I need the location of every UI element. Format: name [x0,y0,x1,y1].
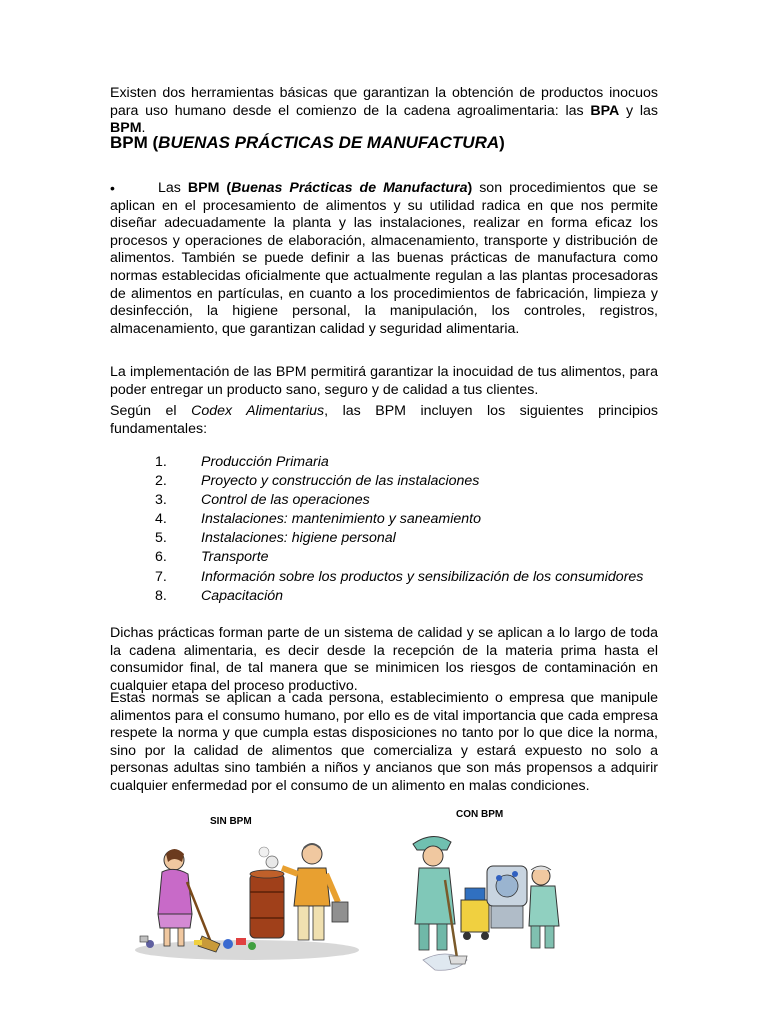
section-heading: BPM (BUENAS PRÁCTICAS DE MANUFACTURA) [110,133,505,152]
implementation-paragraph: La implementación de las BPM permitirá garantizar la inocuidad de tus alimentos, para poder entregar un producto sano, seguro y de calidad a tus clientes. [110,364,658,398]
intro-paragraph: Existen dos herramientas básicas que garantizan la obtención de productos inocuos para uso humano desde el comienzo de la cadena agroalimentaria: las BPA y las BPM. [110,85,658,137]
bullet-icon: • [110,180,115,196]
bullet-text: Las BPM (Buenas Prácticas de Manufactura) son procedimientos que se aplican en el procesamiento de alimentos y su utilidad radica en que nos permite diseñar adecuadamente la planta y las instalaciones, realizar en forma eficaz los procesos y operaciones de elaboración, almacenamiento, transporte y distribución de alimentos. También se puede definir a las buenas prácticas de manufactura como normas establecidas oficialmente que actualmente regulan a las plantas procesadoras de alimentos en partículas, en cuanto a los procedimientos de fabricación, limpieza y desinfección, la higiene personal, la manipulación, los controles, registros, almacenamiento, que garantizan calidad y seguridad alimentaria. [110,180,658,337]
list-item: 8. Capacitación [155,587,284,604]
list-item: 4. Instalaciones: mantenimiento y saneamiento [155,511,481,528]
list-item: 7. Información sobre los productos y sensibilización de los consumidores [155,568,644,585]
sin-bpm-illustration [132,832,362,962]
con-bpm-label: CON BPM [456,809,504,820]
list-item: 5. Instalaciones: higiene personal [155,530,396,547]
dichas-paragraph: Dichas prácticas forman parte de un sistema de calidad y se aplican a lo largo de toda la cadena alimentaria, es decir desde la recepción de la materia prima hasta el consumidor final, de tal manera que se minimicen los riesgos de contaminación en cualquier etapa del proceso productivo. [110,625,658,694]
list-item: 2. Proyecto y construcción de las instalaciones [155,473,480,490]
estas-paragraph: Estas normas se aplican a cada persona, establecimiento o empresa que manipule alimentos para el consumo humano, por ello es de vital importancia que cada empresa respete la norma y que cumpla estas disposiciones no tanto por lo que dice la norma, sino por la calidad de alimentos que comercializa y estará expuesto no solo a personas adultas sino también a niños y ancianos que son más propensos a adquirir cualquier enfermedad por el consumo de un alimento en malas condiciones. [110,690,658,794]
list-item: 1. Producción Primaria [155,454,329,470]
principles-list [110,453,658,606]
codex-paragraph: Según el Codex Alimentarius, las BPM incluyen los siguientes principios fundamentales: [110,403,658,437]
bullet-paragraph [110,180,658,338]
con-bpm-illustration [395,828,565,976]
sin-bpm-label: SIN BPM [210,816,252,827]
list-item: 3. Control de las operaciones [155,492,370,509]
list-item: 6. Transporte [155,549,269,566]
